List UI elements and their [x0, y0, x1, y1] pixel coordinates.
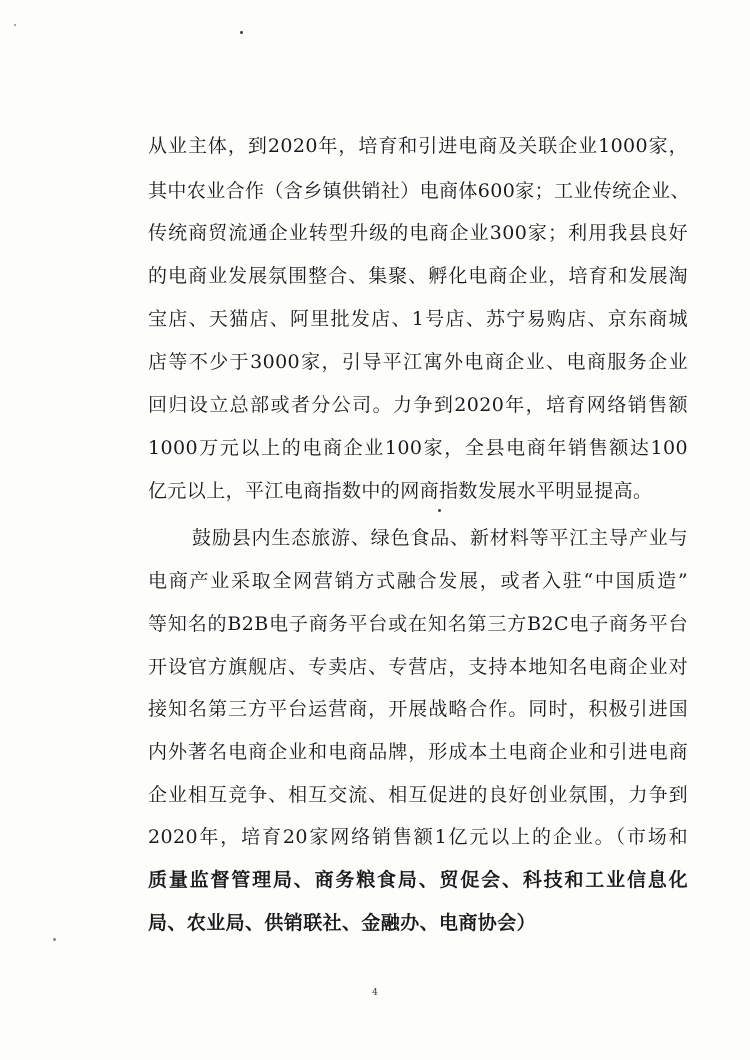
text-line-content: 等知名的B2B电子商务平台或在知名第三方B2C电子商务平台 [148, 613, 688, 635]
text-line [148, 780, 688, 810]
text-line-content: 局、农业局、供销联社、金融办、电商协会） [148, 912, 537, 934]
text-line [148, 304, 688, 334]
text-line-content: 鼓励县内生态旅游、绿色食品、新材料等平江主导产业与 [192, 527, 688, 549]
text-line [148, 476, 688, 506]
text-line [148, 865, 688, 895]
text-line-content: 企业相互竞争、相互交流、相互促进的良好创业氛围，力争到 [148, 784, 688, 806]
text-line-content: 其中农业合作（含乡镇供销社）电商体600家；工业传统企业、 [148, 180, 690, 202]
text-line [148, 737, 688, 767]
scan-speck [240, 31, 243, 34]
text-line [148, 131, 688, 161]
text-line [148, 390, 688, 420]
scan-speck [14, 24, 16, 26]
text-line-content: 接知名第三方平台运营商，开展战略合作。同时，积极引进国 [148, 698, 688, 720]
text-line [148, 433, 688, 463]
text-line-content: 2020年，培育20家网络销售额1亿元以上的企业。（市场和 [148, 826, 688, 848]
text-line [148, 609, 688, 639]
text-line [148, 652, 688, 682]
text-line-content: 店等不少于3000家，引导平江寓外电商企业、电商服务企业 [148, 351, 688, 373]
text-line [148, 347, 688, 377]
scan-speck [53, 938, 56, 941]
text-line-content: 电商产业采取全网营销方式融合发展，或者入驻“中国质造” [148, 570, 688, 592]
text-line [148, 908, 688, 938]
page-number: 4 [372, 988, 378, 998]
text-line-content: 质量监督管理局、商务粮食局、贸促会、科技和工业信息化 [148, 869, 688, 891]
text-line-content: 的电商业发展氛围整合、集聚、孵化电商企业，培育和发展淘 [148, 265, 688, 287]
text-line-content: 1000万元以上的电商企业100家，全县电商年销售额达100 [148, 437, 688, 459]
text-line [148, 694, 688, 724]
text-line [148, 176, 688, 206]
scan-speck [438, 509, 441, 512]
text-line-content: 开设官方旗舰店、专卖店、专营店，支持本地知名电商企业对 [148, 656, 688, 678]
text-line-content: 宝店、天猫店、阿里批发店、1号店、苏宁易购店、京东商城 [148, 308, 688, 330]
text-line [148, 261, 688, 291]
text-line-content: 从业主体，到2020年，培育和引进电商及关联企业1000家， [148, 135, 688, 157]
text-line-content: 亿元以上，平江电商指数中的网商指数发展水平明显提高。 [148, 480, 653, 502]
text-line [192, 523, 688, 553]
text-line [148, 822, 688, 852]
text-line-content: 内外著名电商企业和电商品牌，形成本土电商企业和引进电商 [148, 741, 688, 763]
text-line-content: 传统商贸流通企业转型升级的电商企业300家；利用我县良好 [148, 222, 688, 244]
text-line [148, 218, 688, 248]
text-line-content: 回归设立总部或者分公司。力争到2020年，培育网络销售额 [148, 394, 688, 416]
text-line [148, 566, 688, 596]
